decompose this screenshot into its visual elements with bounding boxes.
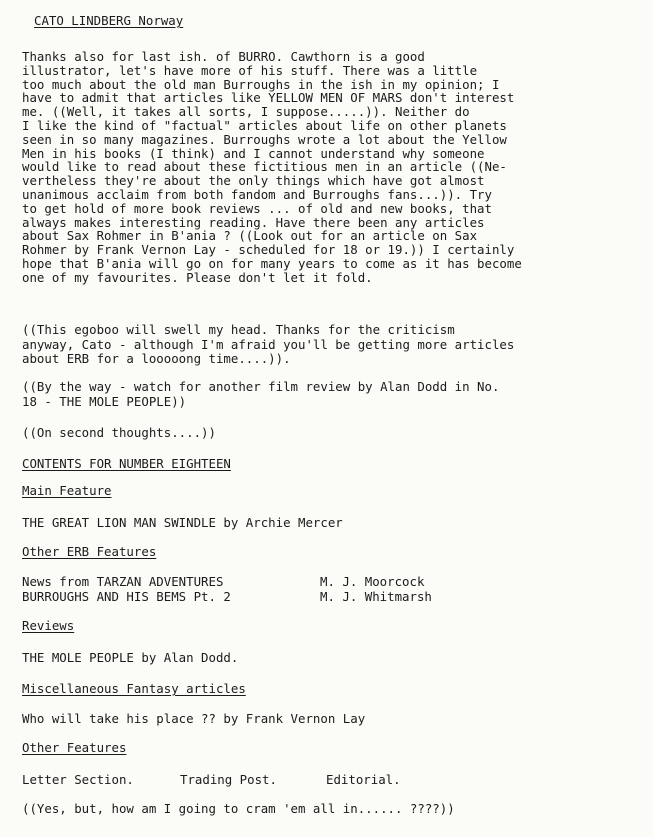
other-erb-item-author: M. J. Whitmarsh [320,588,432,604]
reviews-item: THE MOLE PEOPLE by Alan Dodd. [22,650,239,665]
letter-line: one of my favourites. Please don't let it fold. [22,269,373,285]
letter-line: seen in so many magazines. Burroughs wrote a lot about the Yellow [22,131,507,147]
reply-line: ((This egoboo will swell my head. Thanks for the criticism [22,322,455,337]
closing-remark: ((Yes, but, how am I going to cram 'em all in...... ????)) [22,801,455,816]
letter-line: Men in his books (I think) and I cannot understand why someone [22,145,485,161]
other-erb-item-author: M. J. Moorcock [320,574,425,589]
letter-heading: CATO LINDBERG Norway [34,13,184,28]
letter-line: have to admit that articles like YELLOW MEN OF MARS don't interest [22,90,515,106]
letter-line: would like to read about these fictitious men in an article ((Ne- [22,159,507,175]
letter-line: Rohmer by Frank Vernon Lay - scheduled for 18 or 19.)) I certainly [22,242,515,258]
second-thoughts-note: ((On second thoughts....)) [22,425,216,440]
section-title-other-features: Other Features [22,740,127,755]
contents-heading: CONTENTS FOR NUMBER EIGHTEEN [22,456,231,471]
other-features-item: Editorial. [326,772,401,787]
note-line: ((By the way - watch for another film review by Alan Dodd in No. [22,379,500,394]
letter-line: about Sax Rohmer in B'ania ? ((Look out for an article on Sax [22,228,478,244]
letter-line: hope that B'ania will go on for many years to come as it has become [22,255,522,271]
letter-line: unanimous acclaim from both fandom and Burroughs fans...)). Try [22,186,492,202]
section-title-reviews: Reviews [22,618,75,633]
by-the-way-note [22,380,499,409]
other-features-item: Letter Section. [22,772,134,787]
letter-line: I like the kind of "factual" articles about life on other planets [22,117,507,133]
letter-line: vertheless they're about the only things which have got almost [22,173,485,189]
other-erb-item-title: News from TARZAN ADVENTURES [22,574,224,589]
other-erb-authors [320,575,432,604]
letter-line: illustrator, let's have more of his stuff. There was a little [22,62,478,78]
main-feature-item: THE GREAT LION MAN SWINDLE by Archie Mercer [22,515,343,530]
letter-line: Thanks also for last ish. of BURRO. Cawthorn is a good [22,49,425,64]
reply-line: anyway, Cato - although I'm afraid you'll be getting more articles [22,336,515,352]
section-title-misc: Miscellaneous Fantasy articles [22,681,246,696]
editor-reply [22,323,514,367]
section-title-main-feature: Main Feature [22,483,112,498]
letter-line: me. ((Well, it takes all sorts, I suppose.....)). Neither do [22,104,470,120]
section-title-other-erb: Other ERB Features [22,544,157,559]
letter-line: too much about the old man Burroughs in the ish in my opinion; I [22,76,500,92]
other-erb-titles [22,575,231,604]
letter-line: always makes interesting reading. Have there been any articles [22,214,485,230]
letter-line: to get hold of more book reviews ... of old and new books, that [22,200,492,216]
reply-line: about ERB for a looooong time....)). [22,351,291,366]
other-erb-item-title: BURROUGHS AND HIS BEMS Pt. 2 [22,588,231,604]
note-line: 18 - THE MOLE PEOPLE)) [22,393,187,409]
letter-body [22,50,642,285]
other-features-item: Trading Post. [180,772,277,787]
misc-item: Who will take his place ?? by Frank Vernon Lay [22,711,366,726]
